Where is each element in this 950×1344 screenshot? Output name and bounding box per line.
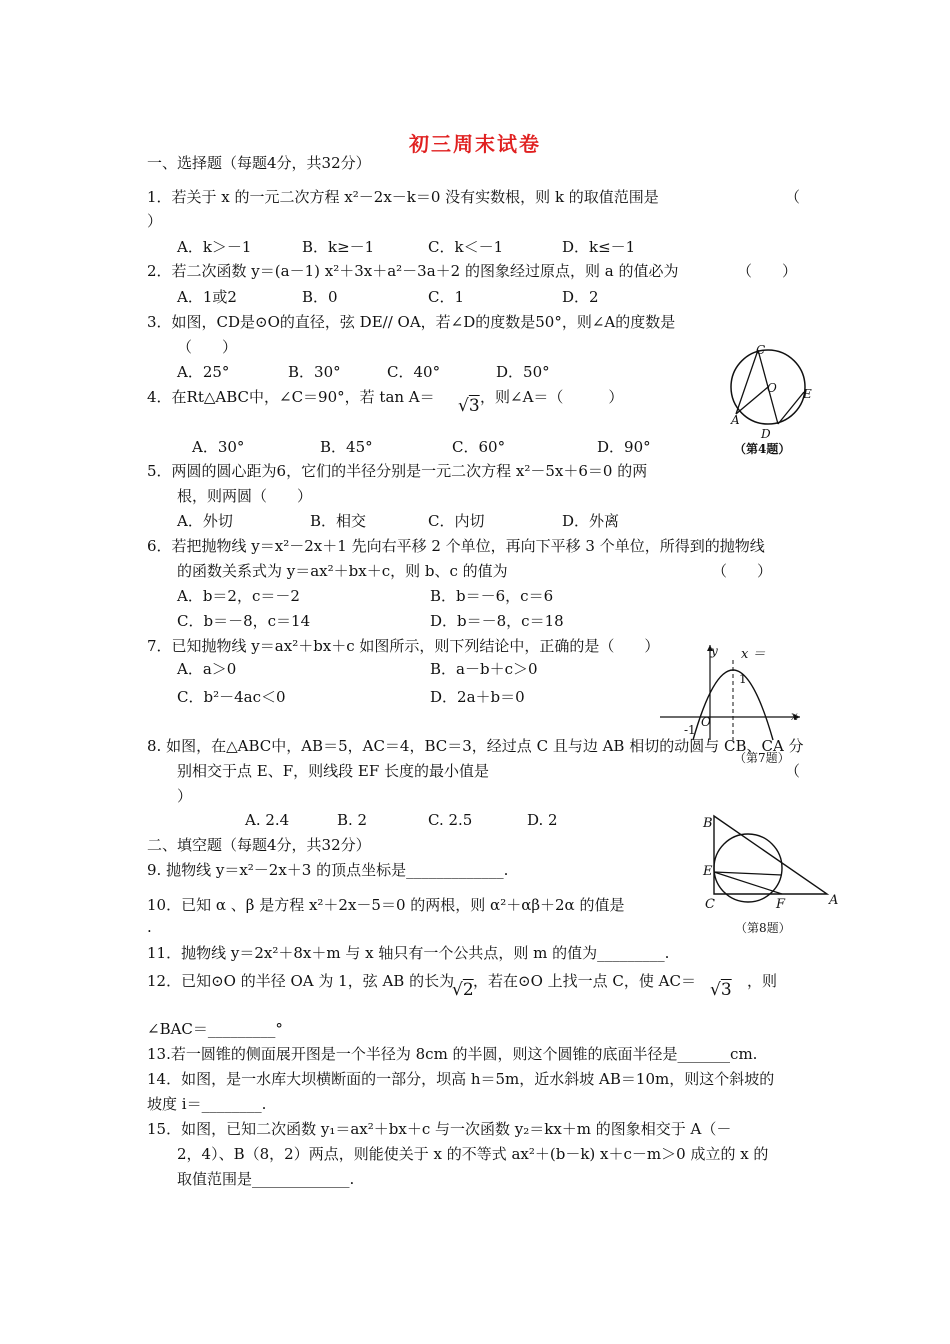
fig4-label-o: O: [767, 381, 777, 395]
fig7-label-xeq: x ＝: [741, 647, 766, 662]
fig8-label-c: C: [705, 897, 715, 912]
q4-sqrt: √3: [458, 396, 480, 416]
q8-option-d: D. 2: [527, 811, 558, 829]
q11-stem: 11．抛物线 y＝2x²＋8x＋m 与 x 轴只有一个公共点，则 m 的值为_________.: [147, 944, 670, 962]
q3-option-a: A．25°: [177, 363, 230, 381]
triangle-circle-figure-q8: [700, 810, 835, 905]
q10-end: .: [147, 918, 152, 936]
q5-option-c: C．内切: [428, 512, 485, 530]
fig7-label-origin: O: [701, 715, 711, 729]
q6-option-a: A．b＝2，c＝－2: [177, 587, 300, 605]
q8-option-a: A. 2.4: [245, 811, 290, 829]
q4-option-c: C．60°: [452, 438, 506, 456]
q7-option-d: D．2a＋b＝0: [430, 688, 525, 706]
q4-option-d: D．90°: [597, 438, 651, 456]
q3-option-d: D．50°: [496, 363, 550, 381]
q7-option-a: A．a＞0: [177, 660, 237, 678]
q12-sqrt-2: √2: [452, 980, 474, 1000]
q5-option-d: D．外离: [562, 512, 620, 530]
q9-stem: 9. 抛物线 y＝x²－2x＋3 的顶点坐标是_____________.: [147, 861, 509, 879]
q1-paren-open: （: [785, 188, 801, 206]
fig8-label-e: E: [703, 864, 713, 879]
q4-sqrt-value: 3: [468, 396, 480, 416]
q8-paren-open: （: [785, 762, 801, 780]
q15-stem-2: 2，4）、B（8，2）两点，则能使关于 x 的不等式 ax²＋(b－k) x＋c－m＞0 成立的 x 的: [177, 1145, 769, 1163]
fig8-caption: （第8题）: [735, 921, 791, 935]
parabola-figure-q7: [655, 640, 805, 745]
q12-stem-mid: ，若在⊙O 上找一点 C，使 AC＝: [473, 972, 696, 990]
fig7-label-x: x: [791, 709, 798, 723]
q1-stem: 1．若关于 x 的一元二次方程 x²－2x－k＝0 没有实数根，则 k 的取值范围是: [147, 188, 659, 206]
q2-paren: （ ）: [737, 262, 798, 280]
q15-stem-3: 取值范围是_____________.: [177, 1170, 355, 1188]
q2-option-c: C．1: [428, 288, 465, 306]
q12-answer-line: ∠BAC＝_________°: [147, 1020, 283, 1038]
fig7-label-y: y: [711, 644, 718, 658]
q12-sqrt-2-value: 2: [462, 980, 474, 1000]
q10-stem: 10．已知 α 、β 是方程 x²＋2x－5＝0 的两根，则 α²＋αβ＋2α 的值是: [147, 896, 625, 914]
q15-stem: 15．如图，已知二次函数 y₁＝ax²＋bx＋c 与一次函数 y₂＝kx＋m 的图象相交于 A（－: [147, 1120, 732, 1138]
fig7-label-neg1: -1: [684, 723, 696, 737]
page-title: 初三周末试卷: [409, 132, 541, 156]
q8-option-b: B. 2: [337, 811, 368, 829]
q14-stem-2: 坡度 i＝________.: [147, 1095, 267, 1113]
q1-option-a: A．k＞－1: [177, 238, 252, 256]
q6-option-d: D．b＝－8，c＝18: [430, 612, 564, 630]
q3-option-b: B．30°: [288, 363, 341, 381]
q6-option-c: C．b＝－8，c＝14: [177, 612, 311, 630]
q4-stem: 4．在Rt△ABC中，∠C＝90°，若 tan A＝: [147, 388, 435, 406]
fig8-label-b: B: [703, 816, 713, 831]
q1-option-b: B．k≥－1: [302, 238, 375, 256]
section-fill-heading: 二、填空题（每题4分，共32分）: [147, 836, 371, 854]
q12-stem: 12．已知⊙O 的半径 OA 为 1，弦 AB 的长为: [147, 972, 455, 990]
fig4-label-d: D: [761, 427, 771, 441]
q7-option-b: B．a－b＋c＞0: [430, 660, 538, 678]
fig4-label-e: E: [803, 387, 812, 401]
fig4-label-a: A: [731, 413, 740, 427]
q2-option-a: A．1或2: [177, 288, 237, 306]
section-choice-heading: 一、选择题（每题4分，共32分）: [147, 154, 371, 172]
q3-stem: 3．如图，CD是⊙O的直径，弦 DE// OA，若∠D的度数是50°，则∠A的度数是: [147, 313, 676, 331]
q8-stem-2: 别相交于点 E、F，则线段 EF 长度的最小值是: [177, 762, 490, 780]
q6-stem-2: 的函数关系式为 y＝ax²＋bx＋c，则 b、c 的值为: [177, 562, 508, 580]
q7-option-c: C．b²－4ac＜0: [177, 688, 286, 706]
q1-option-c: C．k＜－1: [428, 238, 504, 256]
q5-stem-2: 根，则两圆（ ）: [177, 487, 313, 505]
q5-option-a: A．外切: [177, 512, 233, 530]
q2-option-d: D．2: [562, 288, 599, 306]
q2-option-b: B．0: [302, 288, 338, 306]
fig8-label-a: A: [829, 893, 839, 908]
q5-option-b: B．相交: [310, 512, 367, 530]
q1-paren-close: ）: [147, 212, 163, 230]
q12-stem-end: ，则: [747, 972, 778, 990]
q8-paren-close: ）: [177, 787, 193, 805]
q4-stem-end: ，则∠A＝（ ）: [480, 388, 624, 406]
q6-stem: 6．若把抛物线 y＝x²－2x＋1 先向右平移 2 个单位，再向下平移 3 个单位，所得到的抛物线: [147, 537, 765, 555]
q8-option-c: C. 2.5: [428, 811, 473, 829]
q4-option-b: B．45°: [320, 438, 373, 456]
q12-sqrt-3: √3: [710, 980, 732, 1000]
q6-paren: （ ）: [712, 562, 773, 580]
fig7-caption: （第7题）: [734, 751, 790, 765]
fig8-label-f: F: [776, 897, 786, 912]
q12-sqrt-3-value: 3: [720, 980, 732, 1000]
q5-stem: 5．两圆的圆心距为6，它们的半径分别是一元二次方程 x²－5x＋6＝0 的两: [147, 462, 648, 480]
fig4-caption: （第4题）: [734, 442, 791, 456]
q4-option-a: A．30°: [192, 438, 245, 456]
q7-stem: 7．已知抛物线 y＝ax²＋bx＋c 如图所示，则下列结论中，正确的是（ ）: [147, 637, 660, 655]
q3-paren: （ ）: [177, 338, 238, 356]
q13-stem: 13.若一圆锥的侧面展开图是一个半径为 8cm 的半圆，则这个圆锥的底面半径是_______cm.: [147, 1045, 758, 1063]
fig7-label-one: 1: [739, 672, 747, 686]
q2-stem: 2．若二次函数 y＝(a－1) x²＋3x＋a²－3a＋2 的图象经过原点，则 a 的值必为: [147, 262, 679, 280]
q3-option-c: C．40°: [387, 363, 441, 381]
q14-stem: 14．如图，是一水库大坝横断面的一部分，坝高 h＝5m，近水斜坡 AB＝10m，则这个斜坡的: [147, 1070, 775, 1088]
q1-option-d: D．k≤－1: [562, 238, 636, 256]
q6-option-b: B．b＝－6，c＝6: [430, 587, 554, 605]
q8-stem: 8. 如图，在△ABC中，AB＝5，AC＝4，BC＝3，经过点 C 且与边 AB 相切的动圆与 CB、CA 分: [147, 737, 804, 755]
fig4-label-c: C: [756, 343, 766, 357]
